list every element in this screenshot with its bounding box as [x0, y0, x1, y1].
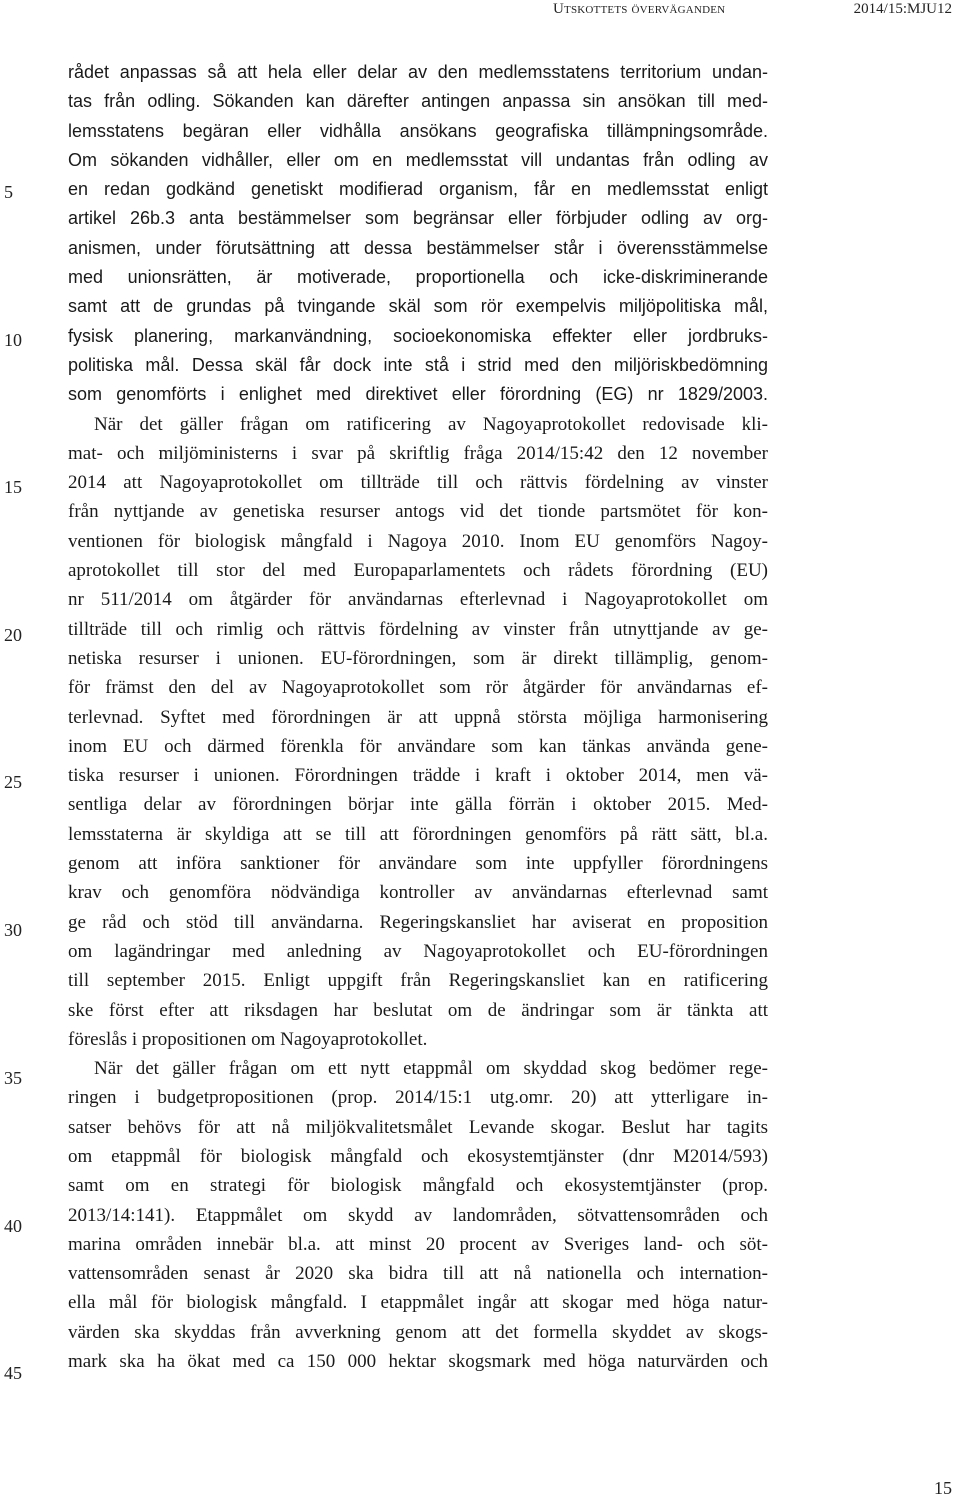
- paragraph-2: [68, 410, 768, 1055]
- running-header-report-id: 2014/15:MJU12: [853, 1, 952, 17]
- line-number: 25: [4, 772, 22, 792]
- text-line: terlevnad. Syftet med förordningen är att uppnå största möjliga harmonisering: [68, 706, 768, 728]
- text-line: till september 2015. Enligt uppgift från Regeringskansliet kan en ratificering: [68, 970, 768, 992]
- text-line: fysisk planering, markanvändning, socioekonomiska effekter eller jordbruks-: [68, 325, 768, 346]
- line-number: 20: [4, 625, 22, 645]
- text-line: värden ska skyddas från avverkning genom att det formella skyddet av skogs-: [68, 1321, 768, 1343]
- text-line: om lagändringar med anledning av Nagoyaprotokollet och EU-förordningen: [68, 940, 768, 962]
- text-line: marina områden innebär bl.a. att minst 20 procent av Sveriges land- och söt-: [68, 1233, 768, 1255]
- text-line: tiska resurser i unionen. Förordningen trädde i kraft i oktober 2014, men vä-: [68, 765, 768, 787]
- text-line: tillträde till och rimlig och rättvis fördelning av vinster från utnyttjande av ge-: [68, 618, 768, 640]
- running-header-section: Utskottets överväganden: [553, 1, 726, 17]
- page-number: 15: [934, 1478, 952, 1498]
- text-line: ringen i budgetpropositionen (prop. 2014/15:1 utg.omr. 20) att ytterligare in-: [68, 1087, 768, 1109]
- text-line: Om sökanden vidhåller, eller om en medlemsstat vill undantas från odling av: [68, 149, 768, 170]
- text-line: från nyttjande av genetiska resurser antogs vid det tionde partsmötet för kon-: [68, 501, 768, 523]
- text-line: om etappmål för biologisk mångfald och ekosystemtjänster (dnr M2014/593): [68, 1145, 768, 1167]
- line-number: 15: [4, 477, 22, 497]
- text-line: vattensområden senast år 2020 ska bidra till att nå nationella och internation-: [68, 1263, 768, 1285]
- text-line: med unionsrätten, är motiverade, proportionella och icke-diskriminerande: [68, 267, 768, 288]
- text-line: sentliga delar av förordningen börjar inte gälla förrän i oktober 2015. Med-: [68, 794, 768, 816]
- text-line: lemsstatens begäran eller vidhålla ansökans geografiska tillämpningsområde.: [68, 120, 768, 141]
- text-line: satser behövs för att nå miljökvalitetsmålet Levande skogar. Beslut har tagits: [68, 1116, 768, 1138]
- paragraph-1: [68, 58, 768, 410]
- text-line: samt att de grundas på tvingande skäl som rör exempelvis miljöpolitiska mål,: [68, 296, 768, 317]
- text-line: netiska resurser i unionen. EU-förordningen, som är direkt tillämplig, genom-: [68, 647, 768, 669]
- line-number: 5: [4, 182, 13, 202]
- text-line: ge råd och stöd till användarna. Regeringskansliet har aviserat en proposition: [68, 911, 768, 933]
- text-line: 2014 att Nagoyaprotokollet om tillträde till och rättvis fördelning av vinster: [68, 472, 768, 494]
- text-line: mark ska ha ökat med ca 150 000 hektar skogsmark med höga naturvärden och: [68, 1351, 768, 1373]
- text-line: för främst den del av Nagoyaprotokollet som rör åtgärder för användarnas ef-: [68, 677, 768, 699]
- text-line: aprotokollet till stor del med Europaparlamentets och rådets förordning (EU): [68, 560, 768, 582]
- text-line: föreslås i propositionen om Nagoyaprotokollet.: [68, 1028, 428, 1050]
- text-line: 2013/14:141). Etappmålet om skydd av landområden, sötvattensområden och: [68, 1204, 768, 1226]
- text-line: nr 511/2014 om åtgärder för användarnas efterlevnad i Nagoyaprotokollet om: [68, 589, 768, 611]
- text-line: rådet anpassas så att hela eller delar av den medlemsstatens territorium undan-: [68, 62, 768, 82]
- text-line: ella mål för biologisk mångfald. I etappmålet ingår att skogar med höga natur-: [68, 1292, 768, 1314]
- text-line: anismen, under förutsättning att dessa bestämmelser står i överensstämmelse: [68, 237, 768, 258]
- text-line: inom EU och därmed förenkla för användare som kan tänkas använda gene-: [68, 735, 768, 757]
- text-line: politiska mål. Dessa skäl får dock inte stå i strid med den miljöriskbedömning: [68, 354, 768, 375]
- line-number: 30: [4, 920, 22, 940]
- text-line: artikel 26b.3 anta bestämmelser som begränsar eller förbjuder odling av org-: [68, 208, 768, 229]
- text-line: mat- och miljöministerns i svar på skriftlig fråga 2014/15:42 den 12 november: [68, 442, 768, 464]
- text-line: lemsstaterna är skyldiga att se till att förordningen genomförs på rätt sätt, bl.a.: [68, 823, 768, 845]
- line-number: 40: [4, 1216, 22, 1236]
- line-number: 35: [4, 1068, 22, 1088]
- line-number: 10: [4, 330, 22, 350]
- paragraph-3: [68, 1054, 768, 1376]
- text-line: genom att införa sanktioner för användare som inte uppfyller förordningens: [68, 853, 768, 875]
- line-number: 45: [4, 1363, 22, 1383]
- text-line: som genomförts i enlighet med direktivet eller förordning (EG) nr 1829/2003.: [68, 384, 768, 405]
- text-line: När det gäller frågan om ett nytt etappmål om skyddad skog bedömer rege-: [94, 1058, 768, 1080]
- text-line: krav och genomföra nödvändiga kontroller av användarnas efterlevnad samt: [68, 882, 768, 904]
- text-line: När det gäller frågan om ratificering av Nagoyaprotokollet redovisade kli-: [94, 413, 768, 435]
- text-line: ske först efter att riksdagen har beslutat om de ändringar som är tänkta att: [68, 999, 768, 1021]
- text-line: en redan godkänd genetiskt modifierad organism, får en medlemsstat enligt: [68, 179, 768, 200]
- body-text: [68, 58, 768, 1376]
- text-line: samt om en strategi för biologisk mångfald och ekosystemtjänster (prop.: [68, 1175, 768, 1197]
- text-line: tas från odling. Sökanden kan därefter antingen anpassa sin ansökan till med-: [68, 91, 768, 112]
- text-line: ventionen för biologisk mångfald i Nagoya 2010. Inom EU genomförs Nagoy-: [68, 530, 768, 552]
